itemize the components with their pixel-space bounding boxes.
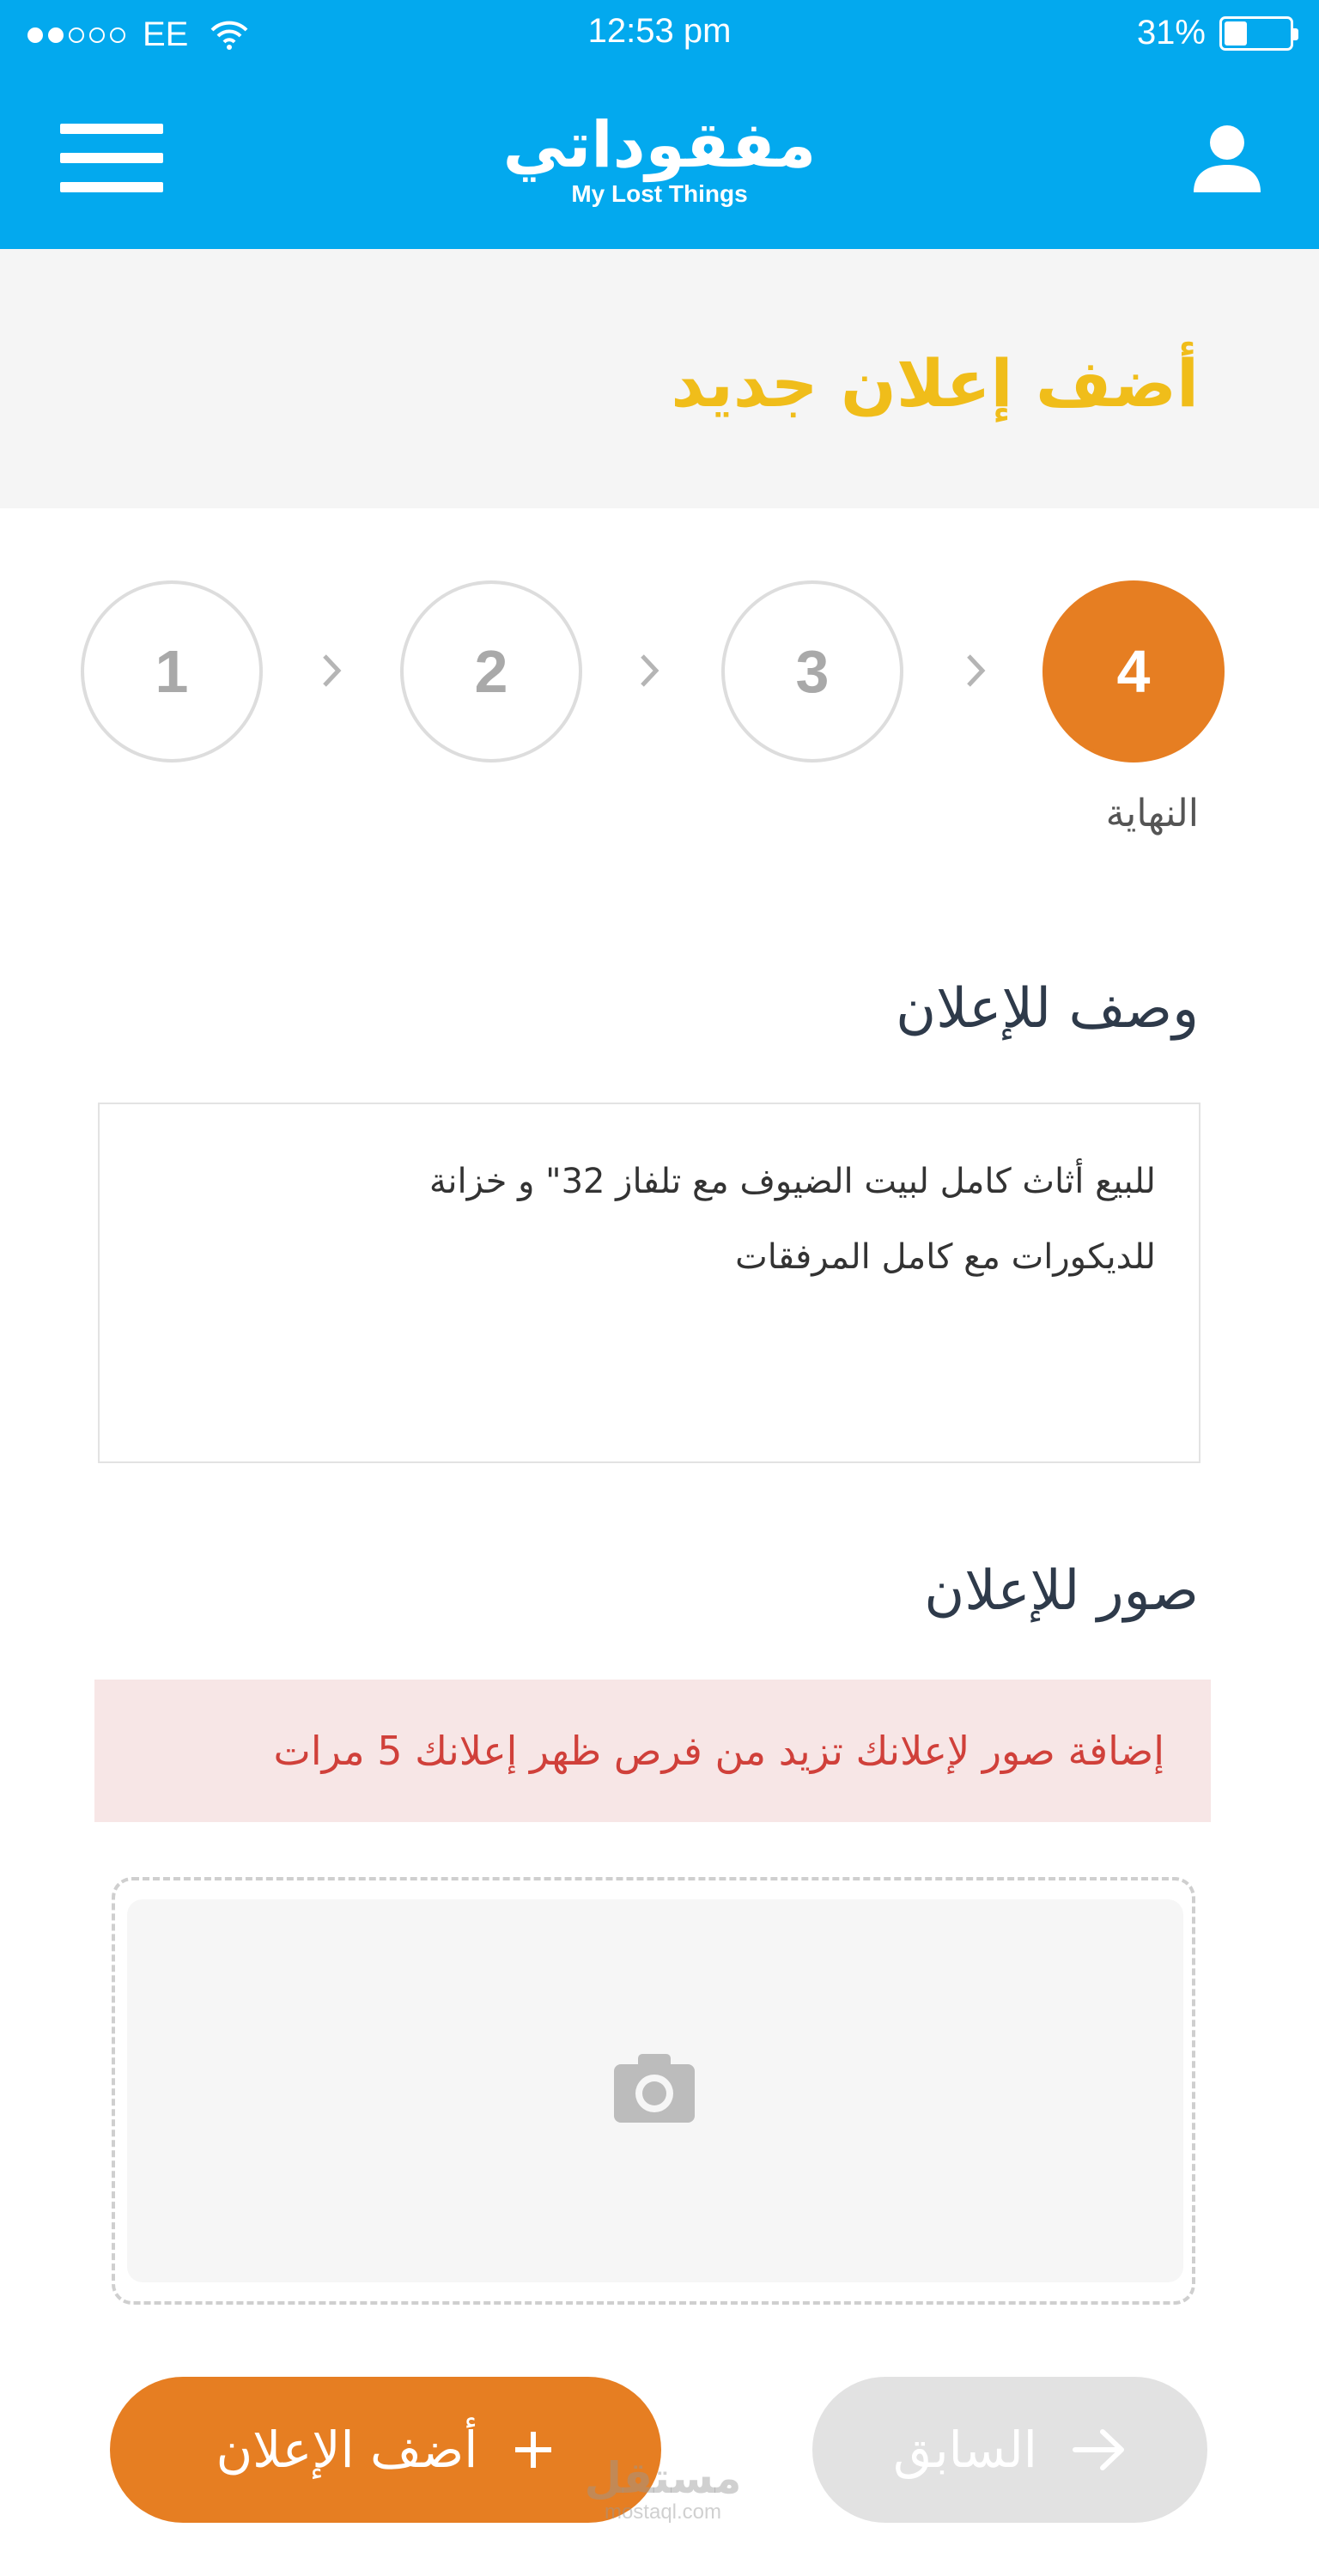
battery-status	[1137, 14, 1293, 52]
logo-english: My Lost Things	[571, 180, 748, 207]
description-line: للديكورات مع كامل المرفقات	[735, 1237, 1156, 1277]
description-textarea[interactable]	[98, 1103, 1200, 1463]
status-bar	[0, 0, 1319, 72]
step-indicator	[0, 580, 1319, 761]
battery-percent: 31%	[1136, 14, 1206, 52]
photos-notice-text: إضافة صور لإعلانك تزيد من فرص ظهر إعلانك 5 مرات	[273, 1728, 1164, 1774]
step-3[interactable]: 3	[721, 580, 903, 762]
chevron-right-icon	[632, 649, 666, 692]
page-title-band	[0, 249, 1319, 508]
watermark-arabic: مستقل	[584, 2453, 742, 2503]
carrier-name: EE	[143, 15, 189, 53]
add-ad-label: أضف الإعلان	[216, 2421, 478, 2479]
app-header	[0, 72, 1319, 249]
logo-arabic: مفقوداتي	[502, 108, 817, 182]
step-2[interactable]: 2	[400, 580, 582, 762]
battery-icon	[1219, 16, 1293, 51]
step-4-active[interactable]: 4	[1042, 580, 1225, 762]
page-title: أضف إعلان جديد	[671, 345, 1199, 422]
photos-notice	[94, 1680, 1211, 1822]
step-1[interactable]: 1	[81, 580, 263, 762]
step-label: النهاية	[1105, 792, 1199, 835]
plus-icon	[512, 2428, 555, 2471]
previous-button[interactable]	[812, 2377, 1207, 2523]
chevron-right-icon	[314, 649, 349, 692]
clock: 12:53 pm	[587, 12, 732, 50]
arrow-right-icon	[1072, 2428, 1127, 2471]
photos-title: صور للإعلان	[924, 1559, 1199, 1623]
app-logo	[0, 108, 1319, 208]
watermark	[577, 2453, 749, 2524]
watermark-english: mostaql.com	[604, 2500, 722, 2524]
previous-label: السابق	[893, 2421, 1037, 2479]
user-icon[interactable]	[1188, 118, 1266, 196]
chevron-right-icon	[958, 649, 993, 692]
description-title: وصف للإعلان	[896, 977, 1199, 1041]
camera-icon	[614, 2052, 695, 2123]
description-line: للبيع أثاث كامل لبيت الضيوف مع تلفاز 32" و خزانة	[429, 1162, 1156, 1201]
